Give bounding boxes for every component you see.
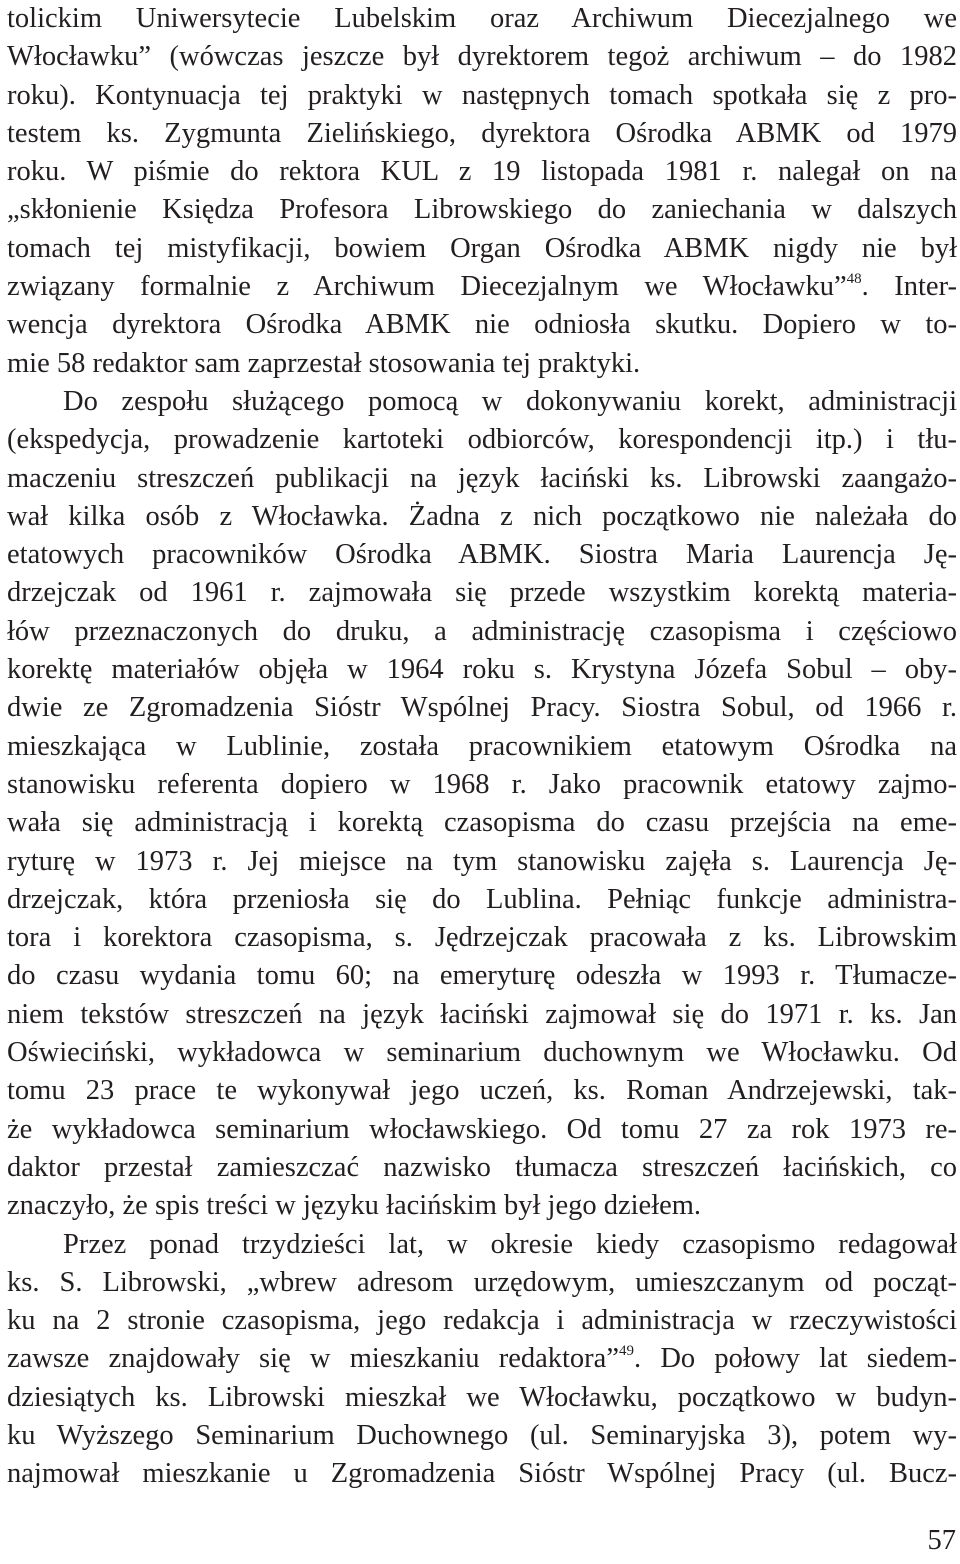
text-segment: etatowych pracowników Ośrodka ABMK. Siostra Maria Laurencja Ję- xyxy=(7,539,957,571)
text-segment: dziesiątych ks. Librowski mieszkał we Włocławku, początkowo w budyn- xyxy=(7,1381,957,1413)
text-line xyxy=(7,689,957,727)
text-segment: drzejczak, która przeniosła się do Lublina. Pełniąc funkcje administra- xyxy=(7,883,957,915)
text-line xyxy=(7,1340,957,1378)
text-line xyxy=(7,536,957,574)
text-line xyxy=(7,1302,957,1340)
text-segment: Włocławku” (wówczas jeszcze był dyrektorem tegoż archiwum – do 1982 xyxy=(7,41,957,73)
text-segment: tomach tej mistyfikacji, bowiem Organ Ośrodka ABMK nigdy nie był xyxy=(7,232,957,264)
text-segment: niem tekstów streszczeń na język łaciński zajmował się do 1971 r. ks. Jan xyxy=(7,998,957,1030)
text-line xyxy=(7,498,957,536)
text-segment: maczeniu streszczeń publikacji na język łaciński ks. Librowski zaangażo- xyxy=(7,462,957,494)
text-segment: „skłonienie Księdza Profesora Librowskiego do zaniechania w dalszych xyxy=(7,194,957,226)
text-segment: wał kilka osób z Włocławka. Żadna z nich początkowo nie należała do xyxy=(7,500,957,532)
text-line xyxy=(7,345,957,383)
text-line xyxy=(7,383,957,421)
text-segment: korektę materiałów objęła w 1964 roku s. Krystyna Józefa Sobul – oby- xyxy=(7,654,957,686)
text-segment: tolickim Uniwersytecie Lubelskim oraz Archiwum Diecezjalnego we xyxy=(7,3,957,34)
text-segment: stanowisku referenta dopiero w 1968 r. Jako pracownik etatowy zajmo- xyxy=(7,768,957,800)
text-segment: ryturę w 1973 r. Jej miejsce na tym stanowisku zajęła s. Laurencja Ję- xyxy=(7,845,957,877)
text-segment: wencja dyrektora Ośrodka ABMK nie odniosła skutku. Dopiero w to- xyxy=(7,309,957,341)
body-text xyxy=(7,0,957,1494)
text-line xyxy=(7,77,957,115)
text-segment: do czasu wydania tomu 60; na emeryturę odeszła w 1993 r. Tłumacze- xyxy=(7,960,957,992)
text-line xyxy=(7,766,957,804)
text-line xyxy=(7,0,957,38)
text-segment: dwie ze Zgromadzenia Sióstr Wspólnej Pracy. Siostra Sobul, od 1966 r. xyxy=(7,692,957,724)
text-line xyxy=(7,728,957,766)
text-segment: ku Wyższego Seminarium Duchownego (ul. Seminaryjska 3), potem wy- xyxy=(7,1419,957,1451)
text-line xyxy=(7,1111,957,1149)
text-line xyxy=(7,115,957,153)
text-segment: ku na 2 stronie czasopisma, jego redakcja i administracja w rzeczywistości xyxy=(7,1305,957,1337)
text-line xyxy=(7,38,957,76)
text-segment: znaczyło, że spis treści w języku łacińskim był jego dziełem. xyxy=(7,1190,702,1222)
text-line xyxy=(7,1226,957,1264)
text-segment: ks. S. Librowski, „wbrew adresom urzędowym, umieszczanym od począt- xyxy=(7,1266,957,1298)
text-segment: roku. W piśmie do rektora KUL z 19 listopada 1981 r. nalegał on na xyxy=(7,156,957,188)
text-segment: testem ks. Zygmunta Zielińskiego, dyrektora Ośrodka ABMK od 1979 xyxy=(7,117,957,149)
text-line xyxy=(7,230,957,268)
text-segment: tomu 23 prace te wykonywał jego uczeń, ks. Roman Andrzejewski, tak- xyxy=(7,1075,957,1107)
text-line xyxy=(7,957,957,995)
text-segment: daktor przestał zamieszczać nazwisko tłumacza streszczeń łacińskich, co xyxy=(7,1151,957,1183)
text-line xyxy=(7,1379,957,1417)
text-segment: wała się administracją i korektą czasopisma do czasu przejścia na eme- xyxy=(7,807,957,839)
text-line xyxy=(7,153,957,191)
text-segment: mie 58 redaktor sam zaprzestał stosowania tej praktyki. xyxy=(7,347,641,379)
footnote-marker: 48 xyxy=(846,271,862,288)
footnote-marker: 49 xyxy=(618,1343,634,1360)
text-segment: że wykładowca seminarium włocławskiego. Od tomu 27 za rok 1973 re- xyxy=(7,1113,957,1145)
text-line xyxy=(7,306,957,344)
text-segment: Oświeciński, wykładowca w seminarium duchownym we Włocławku. Od xyxy=(7,1037,957,1069)
page-number: 57 xyxy=(927,1525,956,1556)
text-line xyxy=(7,1187,957,1225)
text-line xyxy=(7,919,957,957)
text-line xyxy=(7,1072,957,1110)
text-segment: łów przeznaczonych do druku, a administrację czasopisma i częściowo xyxy=(7,615,957,647)
text-line xyxy=(7,843,957,881)
text-line xyxy=(7,1455,957,1493)
text-segment: tora i korektora czasopisma, s. Jędrzejczak pracowała z ks. Librowskim xyxy=(7,922,957,954)
text-line xyxy=(7,613,957,651)
text-line xyxy=(7,881,957,919)
text-line xyxy=(7,1417,957,1455)
text-line xyxy=(7,268,957,306)
text-line xyxy=(7,460,957,498)
text-line xyxy=(7,996,957,1034)
text-segment: zawsze znajdowały się w mieszkaniu redaktora” xyxy=(7,1343,619,1375)
text-line xyxy=(7,1149,957,1187)
text-line xyxy=(7,191,957,229)
text-segment: mieszkająca w Lublinie, została pracownikiem etatowym Ośrodka na xyxy=(7,730,957,762)
text-segment: roku). Kontynuacja tej praktyki w następnych tomach spotkała się z pro- xyxy=(7,79,957,111)
text-segment: najmował mieszkanie u Zgromadzenia Sióstr Wspólnej Pracy (ul. Bucz- xyxy=(7,1458,957,1490)
text-line xyxy=(7,804,957,842)
text-segment: związany formalnie z Archiwum Diecezjalnym we Włocławku” xyxy=(7,271,847,303)
text-segment: . Do połowy lat siedem- xyxy=(633,1343,957,1375)
text-line xyxy=(7,1264,957,1302)
text-segment: (ekspedycja, prowadzenie kartoteki odbiorców, korespondencji itp.) i tłu- xyxy=(7,424,957,456)
text-segment: Przez ponad trzydzieści lat, w okresie kiedy czasopismo redagował xyxy=(63,1228,957,1260)
text-line xyxy=(7,651,957,689)
text-line xyxy=(7,421,957,459)
text-segment: . Inter- xyxy=(861,271,957,303)
text-line xyxy=(7,1034,957,1072)
text-segment: drzejczak od 1961 r. zajmowała się przede wszystkim korektą materia- xyxy=(7,577,957,609)
text-line xyxy=(7,574,957,612)
text-segment: Do zespołu służącego pomocą w dokonywaniu korekt, administracji xyxy=(63,385,957,417)
